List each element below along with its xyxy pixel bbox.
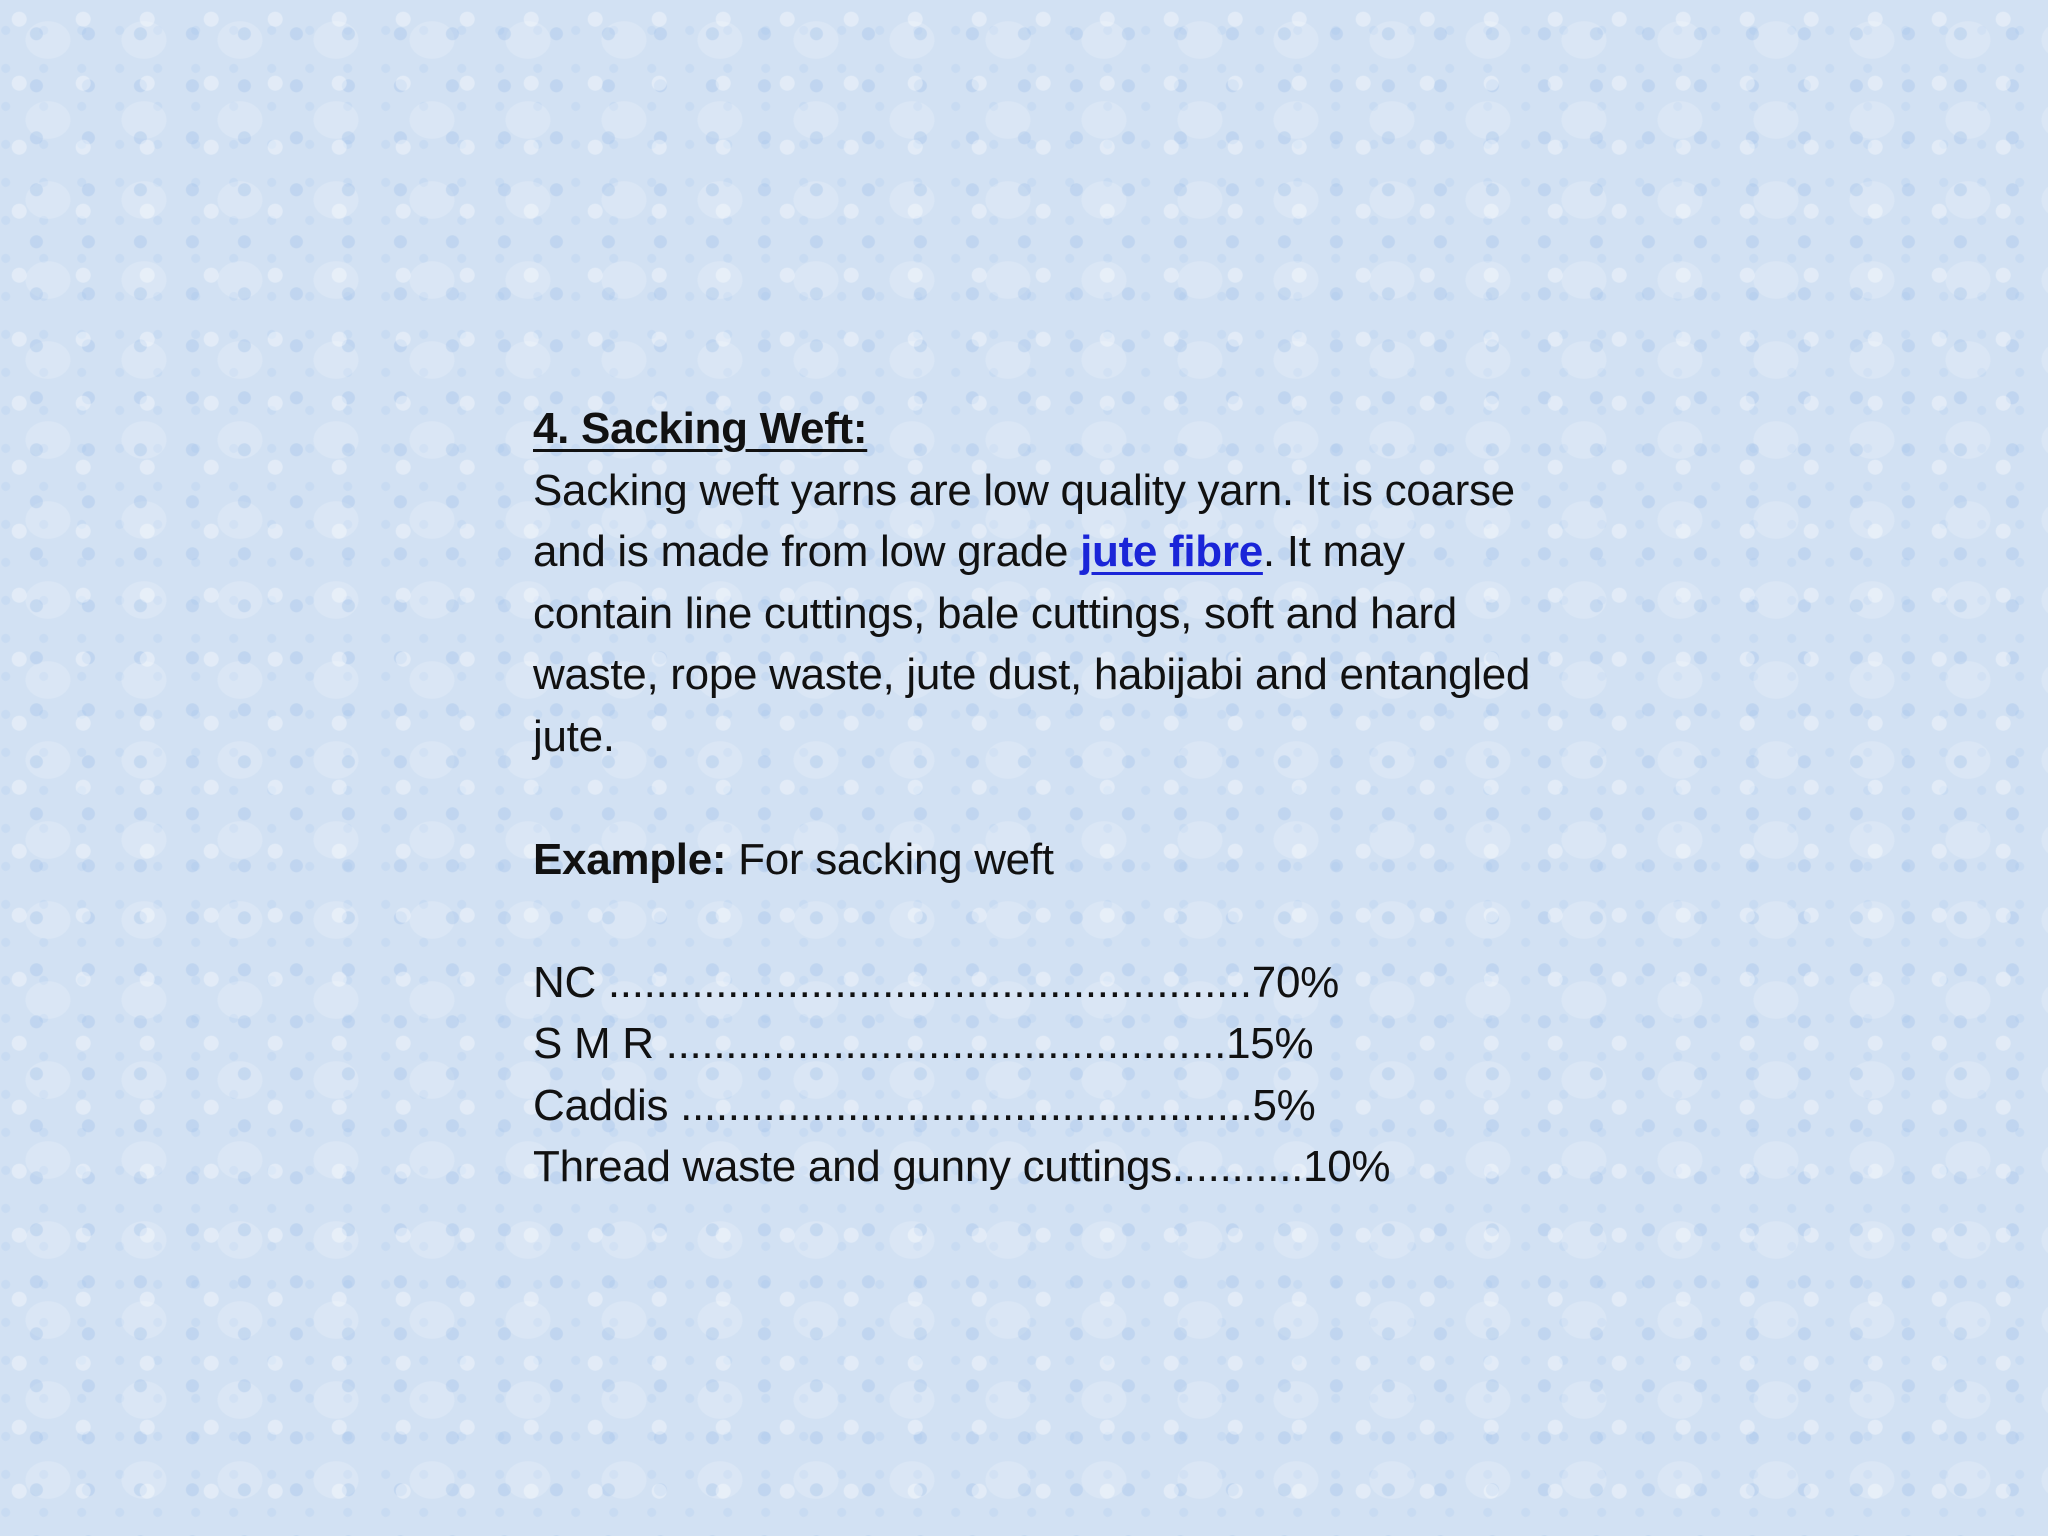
example-text: For sacking weft [726, 834, 1054, 884]
jute-fibre-link[interactable]: jute fibre [1080, 527, 1263, 576]
example-line [533, 829, 1553, 891]
paragraph-text-end: . It may contain line cuttings, bale cuttings, soft and hard waste, rope waste, jute dust, habijabi and entangled jute. [533, 527, 1531, 761]
example-label: Example: [533, 834, 727, 884]
paragraph-text-start: Sacking weft yarns are low quality yarn. It is coarse and is made from low grade [533, 465, 1515, 576]
spacer [533, 890, 1553, 952]
composition-item-thread-waste: Thread waste and gunny cuttings...........10% [533, 1142, 1391, 1191]
composition-item-nc: NC ......................................................70% [533, 957, 1339, 1007]
section-heading: 4. Sacking Weft: [533, 404, 868, 453]
spacer [533, 767, 1553, 829]
composition-item-smr: S M R ...............................................15% [533, 1019, 1314, 1068]
slide-body [533, 398, 1553, 1198]
description-paragraph [533, 460, 1553, 768]
composition-item-caddis: Caddis ................................................5% [533, 1080, 1316, 1130]
composition-list [533, 952, 1553, 1198]
